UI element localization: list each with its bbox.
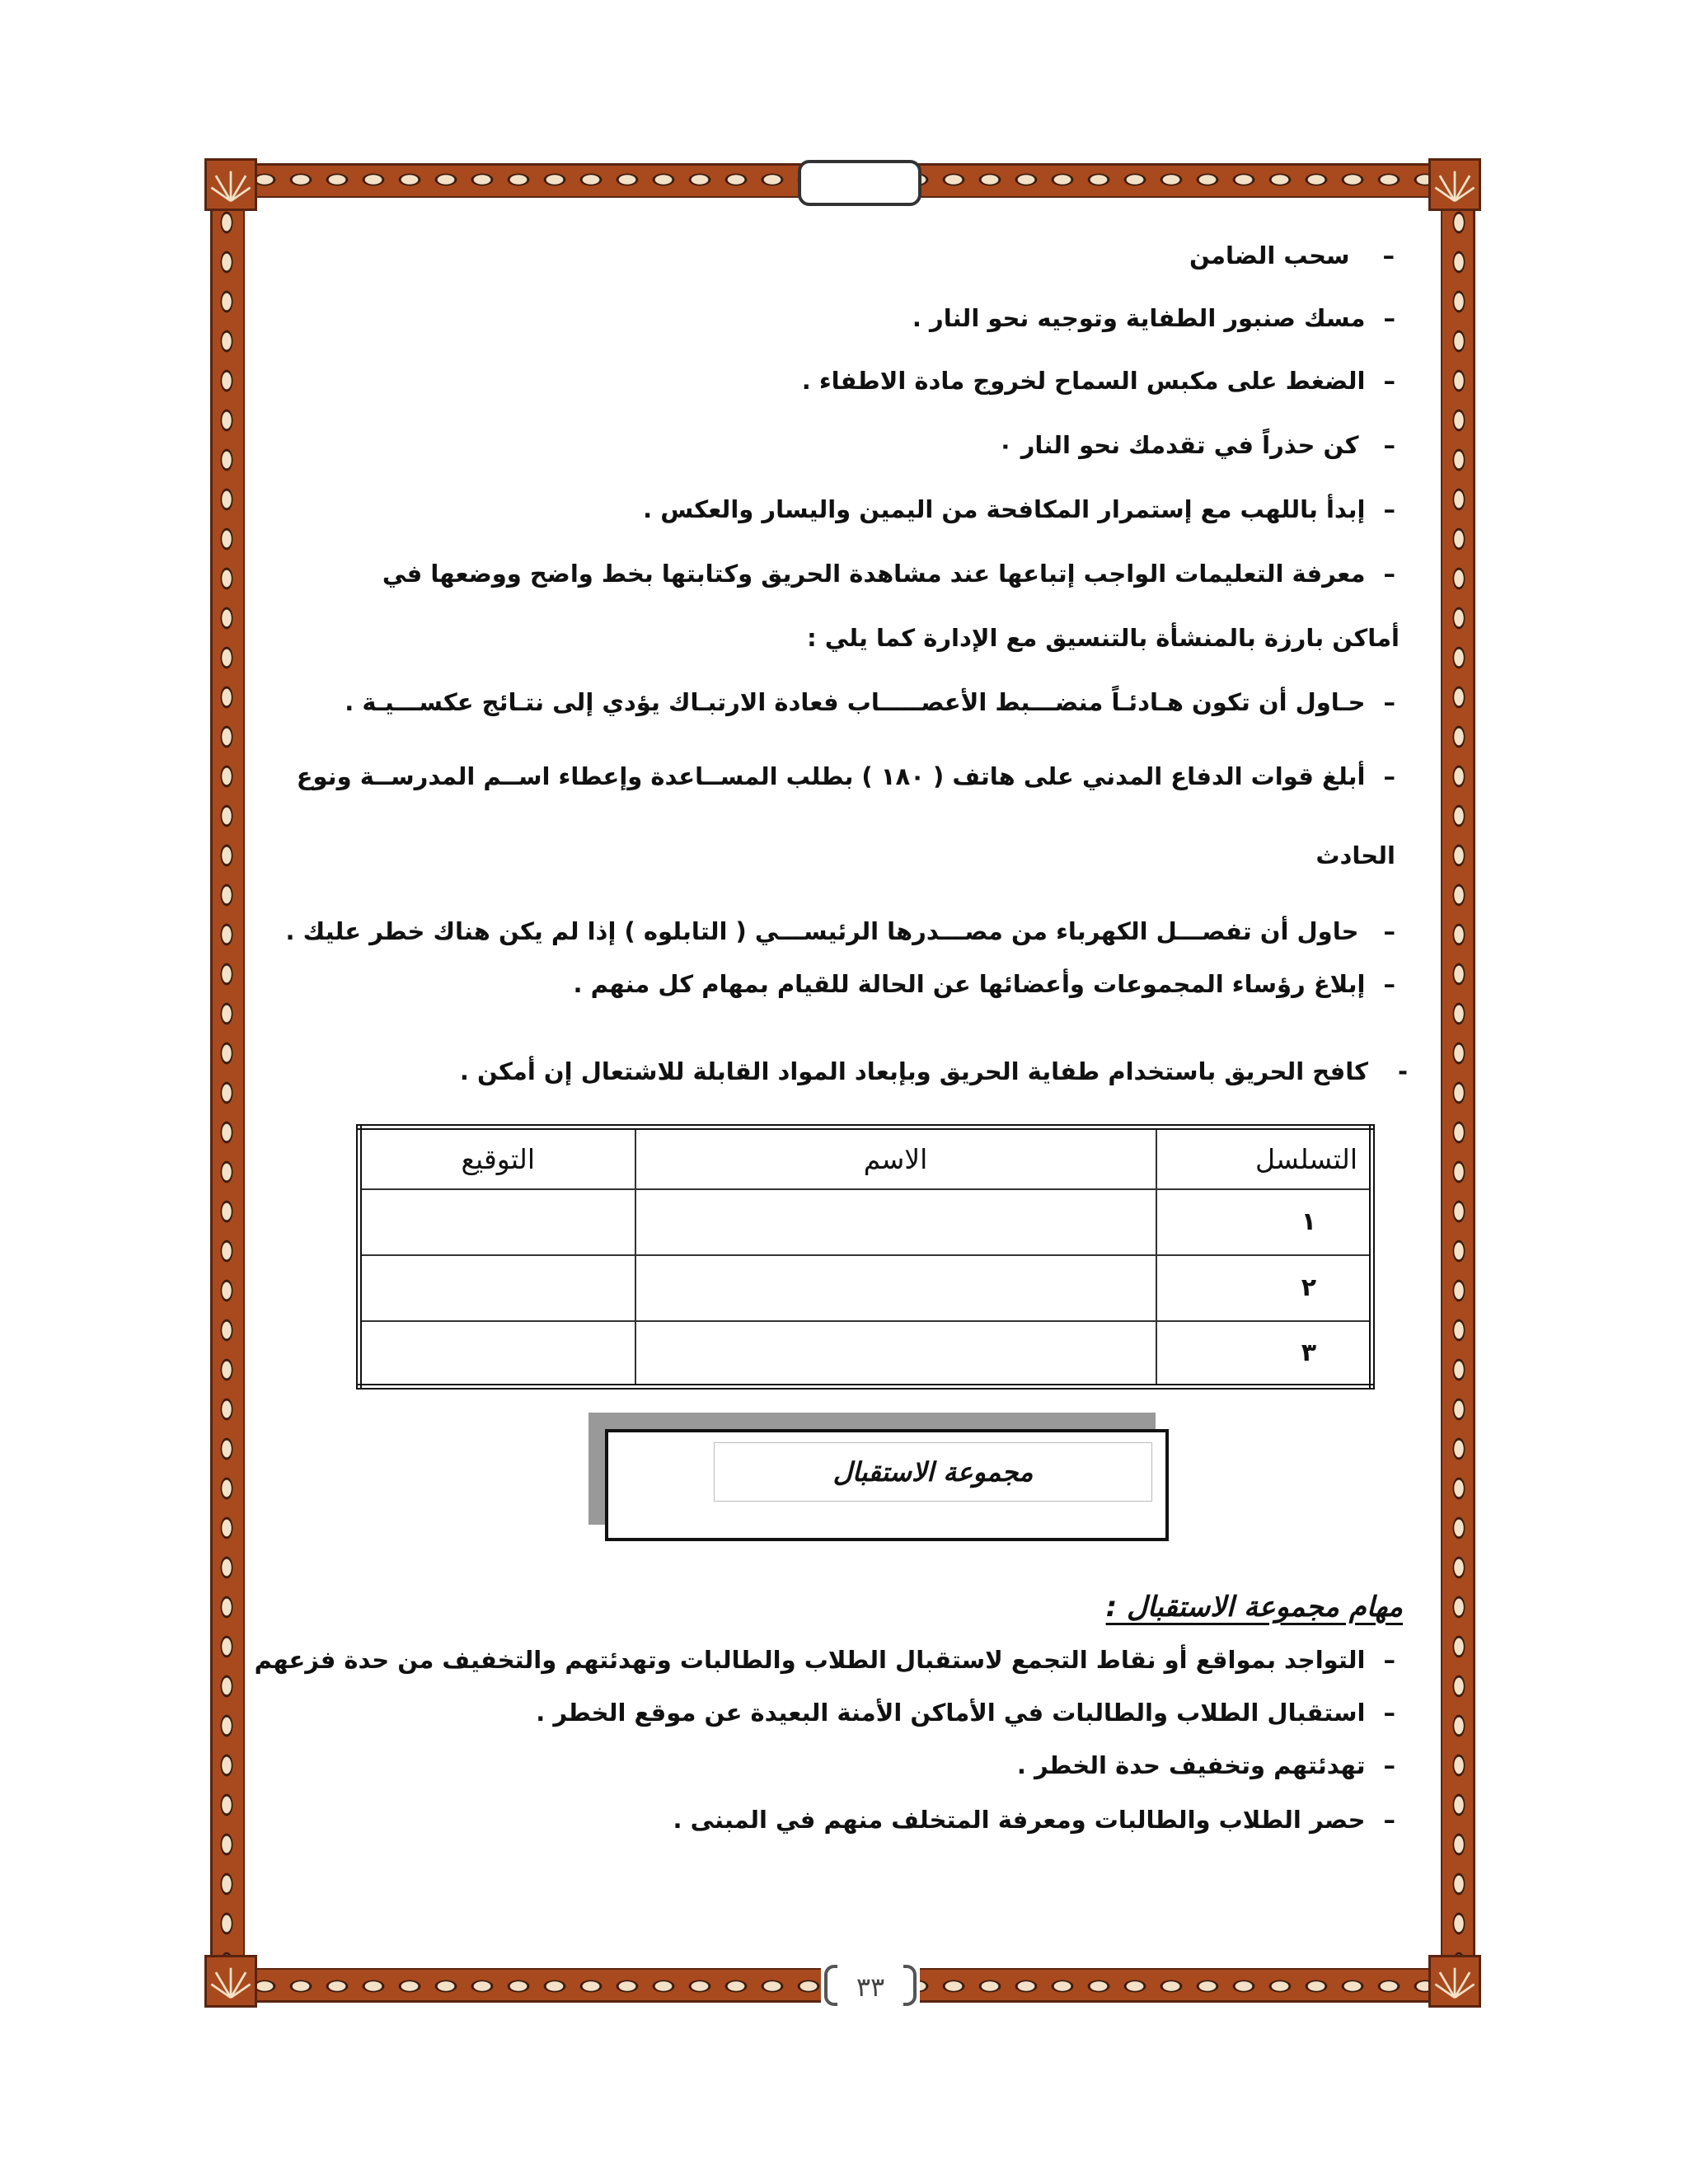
list-item-text: إبلاغ رؤساء المجموعات وأعضائها عن الحالة للقيام بمهام كل منهم . (573, 970, 1366, 998)
list-item-text: كن حذراً في تقدمك نحو النار ٠ (997, 431, 1359, 459)
bracket-left-icon (824, 1965, 837, 2006)
dash-marker: – (1383, 762, 1395, 790)
signature-table (356, 1124, 1375, 1390)
table-cell-signature (359, 1321, 635, 1387)
table-cell-serial: ١ (1156, 1189, 1372, 1255)
list-item (1189, 239, 1395, 272)
page-number-box (821, 1963, 920, 2011)
table-cell-name (635, 1321, 1156, 1387)
list-item (1017, 1749, 1395, 1782)
dash-marker: – (1383, 1806, 1395, 1834)
dash-marker: – (1383, 970, 1395, 998)
list-item-text: كافح الحريق باستخدام طفاية الحريق وبإبعاد المواد القابلة للاشتعال إن أمكن . (459, 1057, 1368, 1085)
table-cell-signature (359, 1189, 635, 1255)
list-item-text: سحب الضامن (1189, 241, 1350, 269)
list-item (573, 968, 1395, 1001)
dash-marker: – (1383, 367, 1395, 395)
table-header-signature: التوقيع (359, 1127, 635, 1189)
list-item-text: التواجد بمواقع أو نقاط التجمع لاستقبال الطلاب والطالبات وتهدئتهم والتخفيف من حدة فزعهم (254, 1646, 1366, 1674)
table-row (359, 1189, 1372, 1255)
dash-marker: – (1383, 688, 1395, 716)
list-item (673, 1803, 1395, 1836)
dash-marker: – (1383, 1646, 1395, 1674)
section-heading: مهام مجموعة الاستقبال : (1105, 1591, 1403, 1624)
dash-marker: – (1383, 304, 1395, 332)
corner-ornament-icon (1428, 1955, 1481, 2008)
list-item (255, 1643, 1395, 1676)
dash-marker: – (1383, 917, 1395, 945)
list-item (802, 364, 1395, 397)
list-item-text: حـاول أن تكون هـادئـاً منضـــبط الأعصـــــاب فعادة الارتبـاك يؤدي إلى نتـائج عكســـيـة . (345, 688, 1366, 716)
top-cartouche (798, 160, 921, 206)
table-cell-name (635, 1255, 1156, 1321)
list-item-continuation: الحادث (1315, 841, 1395, 869)
table-cell-signature (359, 1255, 635, 1321)
table-header-serial: التسلسل (1156, 1127, 1372, 1189)
table-header-name: الاسم (635, 1127, 1156, 1189)
group-title-frame (714, 1442, 1152, 1502)
list-item (912, 302, 1395, 335)
list-item (536, 1696, 1395, 1729)
list-item-text: أبلغ قوات الدفاع المدني على هاتف ( ١٨٠ ) بطلب المســاعدة وإعطاء اســم المدرســة ونوع (296, 762, 1366, 790)
table-cell-serial: ٣ (1156, 1321, 1372, 1387)
table-header-row (359, 1127, 1372, 1189)
table-row (359, 1321, 1372, 1387)
table-row (359, 1255, 1372, 1321)
list-item-text: حصر الطلاب والطالبات ومعرفة المتخلف منهم في المبنى . (673, 1806, 1366, 1834)
list-item (297, 760, 1395, 793)
list-item (460, 1055, 1408, 1088)
list-item-text: تهدئتهم وتخفيف حدة الخطر . (1016, 1751, 1366, 1779)
list-item-text: حاول أن تفصـــل الكهرباء من مصـــدرها الرئيســـي ( التابلوه ) إذا لم يكن هناك خطر عليك . (285, 917, 1359, 945)
list-item-text: الضغط على مكبس السماح لخروج مادة الاطفاء . (801, 367, 1366, 395)
list-item (998, 429, 1395, 462)
dash-marker: – (1383, 560, 1395, 588)
dash-marker: – (1383, 431, 1395, 459)
corner-ornament-icon (204, 158, 257, 211)
bullet-marker: - (1397, 1057, 1408, 1085)
dash-marker: – (1383, 495, 1395, 523)
group-title: مجموعة الاستقبال (832, 1456, 1034, 1488)
table-cell-serial: ٢ (1156, 1255, 1372, 1321)
dash-marker: – (1383, 1699, 1395, 1727)
list-item-text: مسك صنبور الطفاية وتوجيه نحو النار . (912, 304, 1366, 332)
bracket-right-icon (903, 1965, 917, 2006)
corner-ornament-icon (204, 1955, 257, 2008)
list-item-text: استقبال الطلاب والطالبات في الأماكن الأمنة البعيدة عن موقع الخطر . (536, 1699, 1366, 1727)
table-cell-name (635, 1189, 1156, 1255)
list-item (643, 493, 1395, 526)
list-item-text: معرفة التعليمات الواجب إتباعها عند مشاهدة الحريق وكتابتها بخط واضح ووضعها في (382, 560, 1366, 588)
page-number: ٣٣ (856, 1971, 885, 2003)
list-item (345, 686, 1395, 719)
list-item-continuation: أماكن بارزة بالمنشأة بالتنسيق مع الإدارة كما يلي : (807, 624, 1400, 652)
dash-marker: – (1382, 241, 1395, 269)
list-item (285, 915, 1395, 948)
dash-marker: – (1383, 1751, 1395, 1779)
corner-ornament-icon (1428, 158, 1481, 211)
list-item-text: إبدأ باللهب مع إستمرار المكافحة من اليمين واليسار والعكس . (643, 495, 1366, 523)
list-item (382, 557, 1395, 590)
